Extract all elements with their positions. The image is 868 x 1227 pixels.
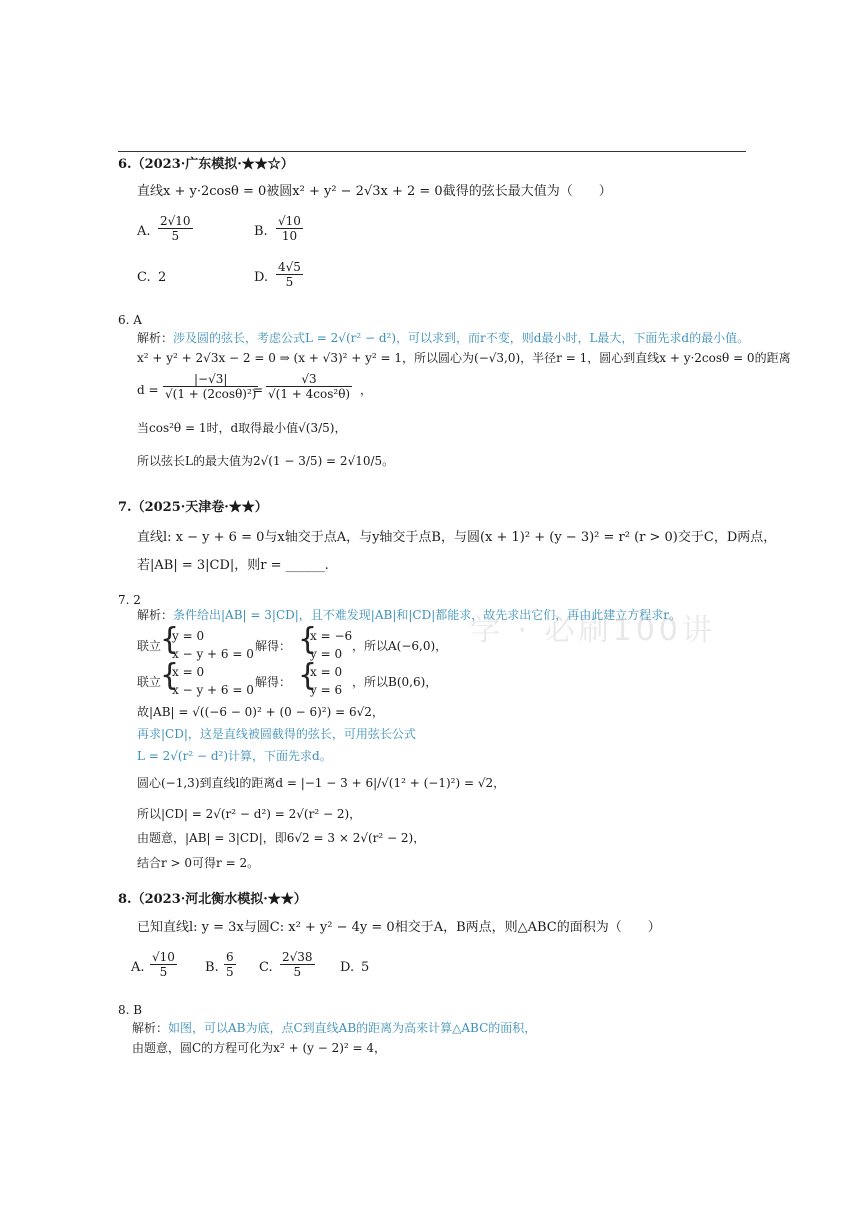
- q8-option-c-den: 5: [293, 965, 302, 979]
- q7-system-2-prefix: 联立: [137, 675, 162, 689]
- q8-option-c-num: 2√38: [282, 950, 313, 964]
- q7-ab-length: 故|AB| = √((−6 − 0)² + (0 − 6)²) = 6√2，: [137, 705, 384, 719]
- q7-system-2-res-b: y = 6: [310, 683, 343, 697]
- q7-analysis-label: 解析：: [137, 608, 174, 622]
- q6-d-den-2: √(1 + 4cos²θ): [268, 387, 351, 401]
- watermark: 学 · 必刷100讲: [470, 613, 716, 648]
- q7-system-2-res-a: x = 0: [310, 665, 343, 679]
- q7-system-1-eq-b: x − y + 6 = 0: [172, 647, 254, 661]
- q7-cd-hint-1: 再求|CD|，这是直线被圆截得的弦长，可用弦长公式: [137, 727, 416, 741]
- q7-system-1-result-brace: {: [298, 622, 318, 657]
- q8-option-b-den: 5: [226, 965, 234, 979]
- q7-stem-line-1: 直线l: x − y + 6 = 0与x轴交于点A，与y轴交于点B，与圆(x + 1)² + (y − 3)² = r² (r > 0)交于C，D两点，: [137, 530, 777, 545]
- q8-option-b-num: 6: [226, 950, 234, 964]
- q6-option-b-label: B.: [254, 224, 268, 239]
- q8-option-a-label: A.: [131, 960, 145, 975]
- top-divider: [118, 151, 746, 152]
- q6-option-a-fraction: [158, 214, 193, 243]
- q8-header: 8.（2023·河北衡水模拟·★★）: [118, 892, 307, 907]
- q6-option-d-fraction: [276, 260, 303, 289]
- q6-d-tail: ，: [360, 383, 373, 397]
- q6-analysis-label: 解析：: [137, 331, 174, 345]
- q6-option-a-den: 5: [171, 229, 180, 243]
- q7-system-2-eq-b: x − y + 6 = 0: [172, 683, 254, 697]
- q7-final: 结合r > 0可得r = 2。: [137, 856, 260, 870]
- q6-option-d-label: D.: [254, 270, 269, 285]
- q6-option-b-num: √10: [278, 214, 301, 228]
- q6-line-circle: x² + y² + 2√3x − 2 = 0 ⇒ (x + √3)² + y² = 1，所以圆心为(−√3,0)，半径r = 1，圆心到直线x + y·2cosθ = 0的距离: [137, 351, 791, 365]
- q7-answer: 7. 2: [118, 593, 141, 607]
- q7-system-2-result-brace: {: [298, 658, 318, 693]
- q6-option-d-num: 4√5: [278, 260, 301, 274]
- q6-d-equals: =: [253, 383, 264, 397]
- q6-analysis-hint: 涉及圆的弦长，考虑公式L = 2√(r² − d²)，可以求到，而r不变，则d最小时，L最大，下面先求d的最小值。: [173, 331, 750, 345]
- q6-option-c-value: 2: [158, 270, 167, 285]
- q7-condition: 由题意，|AB| = 3|CD|，即6√2 = 3 × 2√(r² − 2)，: [137, 831, 426, 845]
- q6-stem: 直线x + y·2cosθ = 0被圆x² + y² − 2√3x + 2 = 0截得的弦长最大值为（ ）: [137, 184, 612, 199]
- q6-d-fraction-1: [163, 372, 258, 401]
- q8-option-d-value: 5: [361, 960, 370, 975]
- q6-answer: 6. A: [118, 313, 142, 327]
- q7-system-1-solve: 解得：: [255, 639, 292, 653]
- q7-system-1-eq-a: y = 0: [172, 629, 205, 643]
- q6-option-d-den: 5: [285, 275, 294, 289]
- q7-system-1-res-b: y = 0: [310, 647, 343, 661]
- q6-analysis: [137, 330, 749, 346]
- q6-header: 6.（2023·广东模拟·★★☆）: [118, 157, 294, 172]
- q8-option-c-label: C.: [259, 960, 273, 975]
- q8-option-b-label: B.: [205, 960, 219, 975]
- q8-option-a-num: √10: [152, 950, 175, 964]
- q7-system-1-brace: {: [160, 622, 180, 657]
- q7-system-1-res-a: x = −6: [310, 629, 353, 643]
- q8-circle-equation: 由题意，圆C的方程可化为x² + (y − 2)² = 4，: [132, 1041, 387, 1055]
- q6-option-b-den: 10: [281, 229, 298, 243]
- q8-analysis-label: 解析：: [132, 1021, 169, 1035]
- q7-system-2-brace: {: [160, 658, 180, 693]
- q8-option-c-fraction: [280, 950, 315, 979]
- q6-d-num-2: √3: [266, 372, 352, 387]
- q6-d-prefix: d =: [137, 383, 159, 397]
- q7-cd-length: 所以|CD| = 2√(r² − d²) = 2√(r² − 2)，: [137, 807, 362, 821]
- q8-analysis: [132, 1020, 536, 1036]
- q6-d-num-1: |−√3|: [163, 372, 258, 387]
- q6-option-a-num: 2√10: [160, 214, 191, 228]
- q8-stem: 已知直线l: y = 3x与圆C: x² + y² − 4y = 0相交于A，B两点，则△ABC的面积为（ ）: [137, 920, 661, 935]
- q7-distance: 圆心(−1,3)到直线l的距离d = |−1 − 3 + 6|/√(1² + (−1)²) = √2，: [137, 776, 506, 790]
- q8-option-d-label: D.: [340, 960, 355, 975]
- q6-option-a-label: A.: [137, 224, 151, 239]
- q7-system-2-solve: 解得：: [255, 675, 292, 689]
- q7-cd-hint-2: L = 2√(r² − d²)计算，下面先求d。: [137, 749, 332, 763]
- q8-answer: 8. B: [118, 1003, 143, 1017]
- q7-system-2-eq-a: x = 0: [172, 665, 205, 679]
- q8-option-b-fraction: [224, 950, 236, 979]
- q7-header: 7.（2025·天津卷·★★）: [118, 500, 268, 515]
- q7-analysis: [137, 607, 681, 623]
- q7-system-1-prefix: 联立: [137, 639, 162, 653]
- q7-system-1-tail: ，所以A(−6,0)，: [352, 639, 448, 653]
- q6-d-fraction-2: [266, 372, 352, 401]
- q6-line-min: 当cos²θ = 1时，d取得最小值√(3/5)，: [137, 421, 347, 435]
- q7-stem-line-2: 若|AB| = 3|CD|，则r = ______.: [137, 558, 329, 573]
- q7-system-2-tail: ，所以B(0,6)，: [352, 675, 438, 689]
- q8-analysis-hint: 如图，可以AB为底，点C到直线AB的距离为高来计算△ABC的面积，: [168, 1021, 537, 1035]
- q6-d-den-1: √(1 + (2cosθ)²): [165, 387, 257, 401]
- q8-option-a-den: 5: [159, 965, 168, 979]
- q6-option-c-label: C.: [137, 270, 151, 285]
- q6-line-max: 所以弦长L的最大值为2√(1 − 3/5) = 2√10/5。: [137, 454, 395, 468]
- q6-option-b-fraction: [276, 214, 303, 243]
- q8-option-a-fraction: [150, 950, 177, 979]
- q7-analysis-hint: 条件给出|AB| = 3|CD|，且不难发现|AB|和|CD|都能求，故先求出它们，再由此建立方程求r。: [173, 608, 681, 622]
